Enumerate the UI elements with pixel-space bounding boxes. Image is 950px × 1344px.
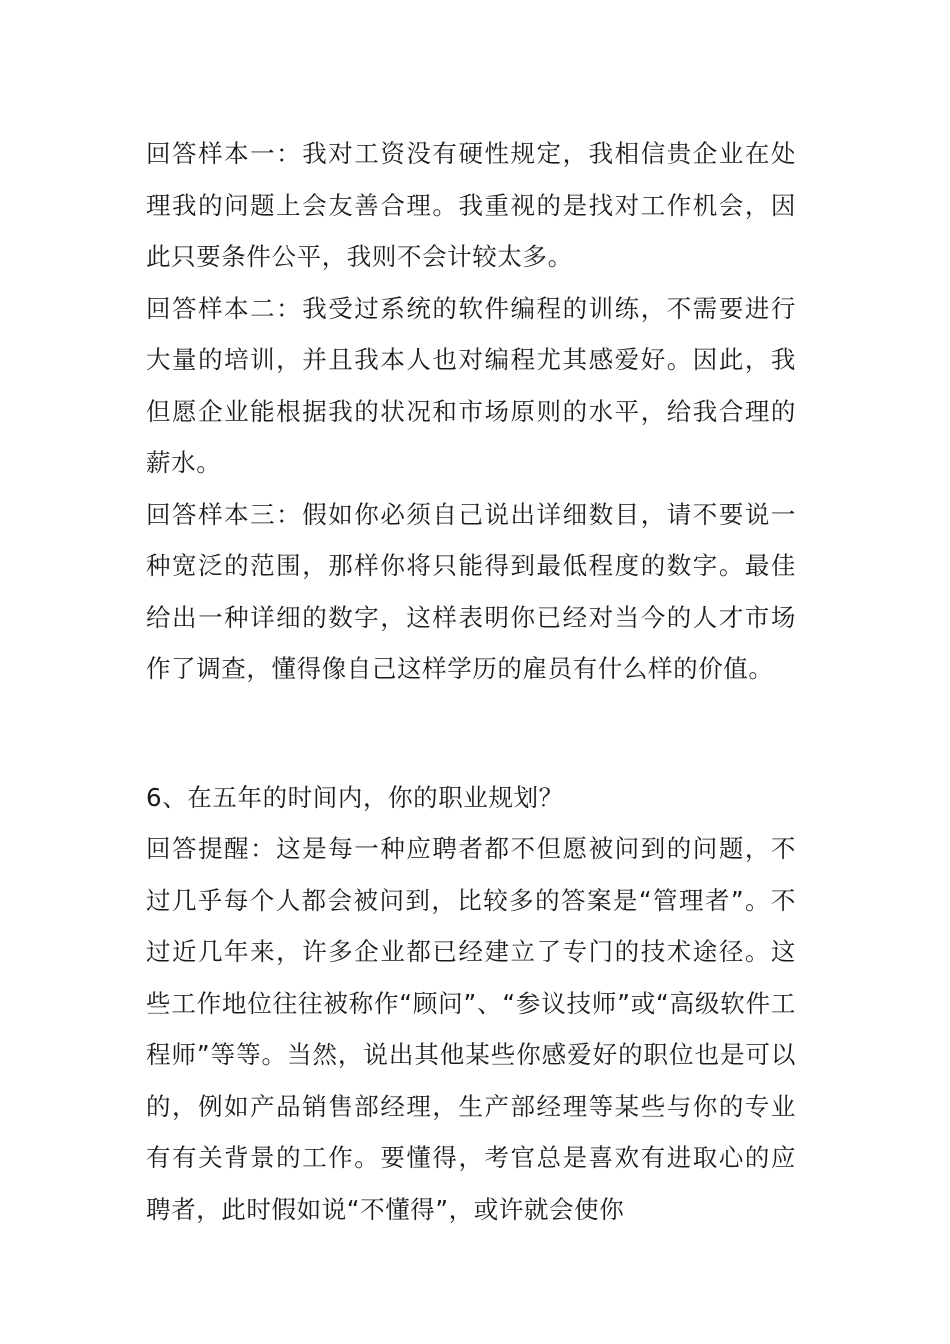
answer-hint: 回答提醒：这是每一种应聘者都不但愿被问到的问题，不过几乎每个人都会被问到，比较多的答案是“管理者”。不过近几年来，许多企业都已经建立了专门的技术途径。这些工作地位往往被称作“顾问”、“参议技师”或“高级软件工程师”等等。当然，说出其他某些你感爱好的职位也是可以的，例如产品销售部经理，生产部经理等某些与你的专业有有关背景的工作。要懂得，考官总是喜欢有进取心的应聘者，此时假如说“不懂得”，或许就会使你 — [146, 834, 796, 1224]
answer-sample-one: 回答样本一：我对工资没有硬性规定，我相信贵企业在处理我的问题上会友善合理。我重视的是找对工作机会，因此只要条件公平，我则不会计较太多。 — [146, 139, 796, 271]
question-heading: 6、在五年的时间内，你的职业规划？ — [146, 782, 564, 812]
document-body — [146, 128, 796, 1235]
answer-sample-two: 回答样本二：我受过系统的软件编程的训练，不需要进行大量的培训，并且我本人也对编程尤其感爱好。因此，我但愿企业能根据我的状况和市场原则的水平，给我合理的薪水。 — [146, 293, 796, 477]
paragraph-gap — [146, 695, 796, 772]
answer-sample-three: 回答样本三：假如你必须自己说出详细数目，请不要说一种宽泛的范围，那样你将只能得到最低程度的数字。最佳给出一种详细的数字，这样表明你已经对当今的人才市场作了调查，懂得像自己这样学历的雇员有什么样的价值。 — [146, 499, 796, 683]
